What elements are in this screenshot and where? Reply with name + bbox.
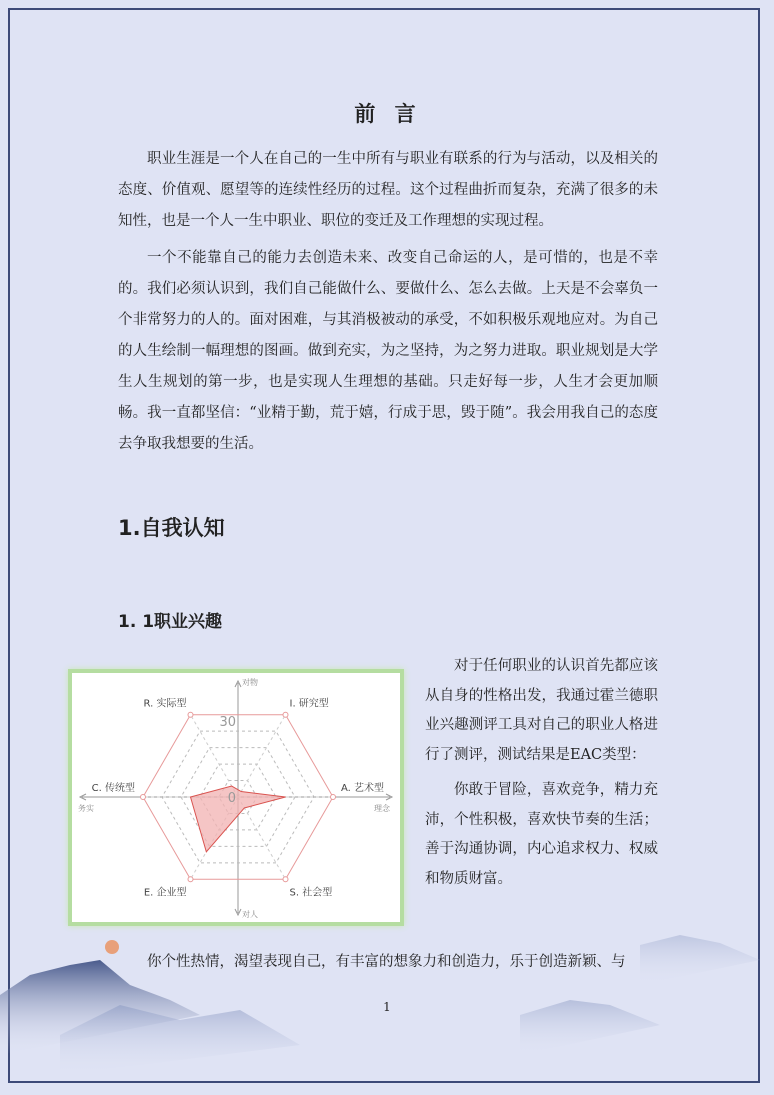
preface-paragraph-1: 职业生涯是一个人在自己的一生中所有与职业有联系的行为与活动，以及相关的态度、价值观、愿望等的连续性经历的过程。这个过程曲折而复杂，充满了很多的未知性，也是一个人一生中职业、职位的变迁及工作理想的实现过程。 — [118, 151, 658, 229]
vertex-dot-5 — [141, 795, 146, 800]
page-title: 前 言 — [354, 102, 422, 126]
tick-label-min: 0 — [227, 791, 236, 806]
vertex-dot-2 — [331, 795, 336, 800]
axis-label-5: C. 传统型 — [91, 783, 135, 794]
pole-label-bottom: 对人 — [242, 910, 258, 919]
axis-label-4: E. 企业型 — [143, 887, 187, 899]
vertex-dot-4 — [188, 877, 193, 882]
page-number: 1 — [383, 1000, 391, 1014]
pole-label-left: 务实 — [78, 804, 94, 813]
vertex-dot-3 — [283, 877, 288, 882]
pole-label-right: 理念 — [374, 804, 390, 813]
continuation-paragraph: 你个性热情，渴望表现自己，有丰富的想象力和创造力，乐于创造新颖、与 — [147, 954, 626, 970]
side-paragraph-2: 你敢于冒险，喜欢竞争，精力充沛，个性积极，喜欢快节奏的生活；善于沟通协调，内心追求权力、权威和物质财富。 — [425, 782, 658, 887]
holland-radar-chart — [68, 669, 404, 926]
axis-label-3: S. 社会型 — [289, 887, 333, 899]
axis-label-0: R. 实际型 — [143, 698, 187, 710]
tick-label-max: 30 — [219, 715, 236, 730]
side-text — [425, 652, 658, 894]
pole-label-top: 对物 — [242, 678, 258, 687]
spoke-1 — [238, 715, 286, 797]
spoke-3 — [238, 797, 286, 879]
axis-label-1: I. 研究型 — [289, 698, 329, 710]
side-paragraph-1: 对于任何职业的认识首先都应该从自身的性格出发，我通过霍兰德职业兴趣测评工具对自己的职业人格进行了测评，测试结果是EAC类型： — [425, 658, 658, 763]
preface-paragraph-2: 一个不能靠自己的能力去创造未来、改变自己命运的人，是可惜的，也是不幸的。我们必须认识到，我们自己能做什么、要做什么、怎么去做。上天是不会辜负一个非常努力的人的。面对困难，与其消极被动的承受，不如积极乐观地应对。为自己的人生绘制一幅理想的图画。做到充实，为之坚持，为之努力进取。职业规划是大学生人生规划的第一步，也是实现人生理想的基础。只走好每一步，人生才会更加顺畅。我一直都坚信：“业精于勤，荒于嬉，行成于思，毁于随”。我会用我自己的态度去争取我想要的生活。 — [118, 250, 658, 452]
section-heading: 1.自我认知 — [118, 516, 225, 540]
radar-svg — [72, 673, 400, 922]
axis-label-2: A. 艺术型 — [341, 783, 385, 794]
vertex-dot-0 — [188, 712, 193, 717]
vertex-dot-1 — [283, 712, 288, 717]
subsection-heading: 1. 1职业兴趣 — [118, 612, 223, 632]
